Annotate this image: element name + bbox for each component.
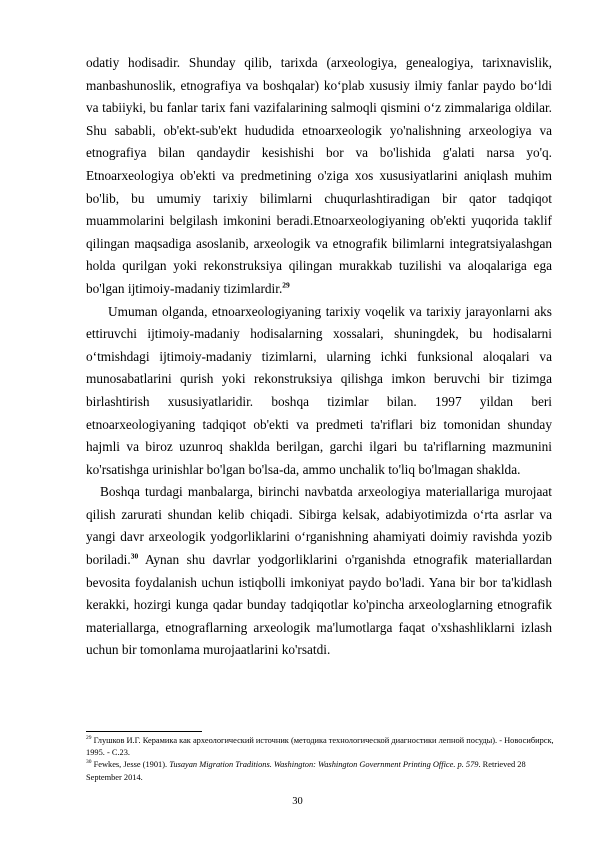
footnote-text: Глушков И.Г. Керамика как археологический источник (методика технологической диагностики лепной посуды). - Новосибирск, 1995. - С.23.: [86, 736, 554, 758]
footnote-ref-30[interactable]: 30: [130, 551, 139, 561]
page-number: 30: [292, 796, 303, 807]
footnotes: [86, 735, 556, 784]
paragraph-2: [86, 301, 552, 482]
paragraph-1: [86, 52, 552, 301]
paragraph-2-text: Umuman olganda, etnoarxeologiyaning tarixiy voqelik va tarixiy jarayonlarni aks ettiruvchi ijtimoiy-madaniy hodisalarning xossalari, shuningdek, bu hodisalarni o‘tmishdagi ijtimoiy-madaniy tizimlarni, ularning ichki funksional aloqalari va munosabatlarini qurish yoki rekonstruksiya qilishga imkon beruvchi bir tizimga birlashtirish xususiyatlaridir. boshqa tizimlar bilan. 1997 yildan beri etnoarxeologiyaning tadqiqot ob'ekti va predmeti ta'riflari biz tomonidan shunday hajmli va biroz uzunroq shaklda berilgan, garchi ilgari bu ta'riflarning mazmunini ko'rsatishga urinishlar bo'lgan bo'lsa-da, ammo unchalik to'liq bo'lmagan shaklda.: [86, 303, 552, 477]
footnote-29: [86, 735, 556, 759]
body-text: [86, 52, 552, 662]
paragraph-3-text-after: Aynan shu davrlar yodgorliklarini o'rganishda etnografik materiallardan bevosita foydalanish uchun istiqbolli imkoniyat paydo bo'ladi. Yana bir bor ta'kidlash kerakki, hozirgi kunga qadar bunday tadqiqotlar ko'pincha arxeologlarning etnografik materiallarga, etnograflarning arxeologik ma'lumotlarga faqat o'xshashliklarni izlash uchun bir tomonlama murojaatlarini ko'rsatdi.: [86, 552, 552, 658]
footnote-number: 30: [86, 759, 92, 766]
paragraph-1-text: odatiy hodisadir. Shunday qilib, tarixda (arxeologiya, genealogiya, tarixnavislik, manbashunoslik, etnografiya va boshqalar) ko‘plab xususiy ilmiy fanlar paydo bo‘ldi va tabiiyki, bu fanlar tarix fani vazifalarining salmoqli qismini o‘z zimmalariga oldilar. Shu sababli, ob'ekt-sub'ekt hududida etnoarxeologik yo'nalishning arxeologiya va etnografiya bilan qandaydir kesishishi bor va bo'lishida g'alati narsa yo'q. Etnoarxeologiya ob'ekti va predmetining o'ziga xos xususiyatlarini aniqlash muhim bo'lib, bu umumiy tarixiy bilimlarni chuqurlashtiradigan bir qator tadqiqot muammolarini belgilash imkonini beradi.Etnoarxeologiyaning ob'ekti yuqorida taklif qilingan maqsadiga asoslanib, arxeologik va etnografik bilimlarni integratsiyalashgan holda qurilgan yoki rekonstruksiya qilingan murakkab tuzilishi va aloqalariga ega bo'lgan ijtimoiy-madaniy tizimlardir.: [86, 55, 552, 296]
footnote-text: Fewkes, Jesse (1901).: [91, 760, 170, 770]
footnote-ref-29[interactable]: 29: [282, 280, 290, 290]
footnote-tail: . Retrieved 28 September 2014.: [86, 760, 526, 782]
paragraph-3-text-before: Boshqa turdagi manbalarga, birinchi navbatda arxeologiya materiallariga murojaat qilish zarurati shundan kelib chiqadi. Sibirga kelsak, adabiyotimizda o‘rta asrlar va yangi davr arxeologik yodgorliklarini o‘rganishning ahamiyati doimiy ravishda yozib boriladi.: [86, 484, 552, 568]
paragraph-3: [86, 481, 552, 662]
footnote-title: Tusayan Migration Traditions. Washington: Washington Government Printing Office. p. 579: [169, 760, 479, 770]
footnote-number: 29: [86, 735, 92, 742]
footnote-30: [86, 759, 556, 783]
footnote-separator: [86, 731, 202, 732]
